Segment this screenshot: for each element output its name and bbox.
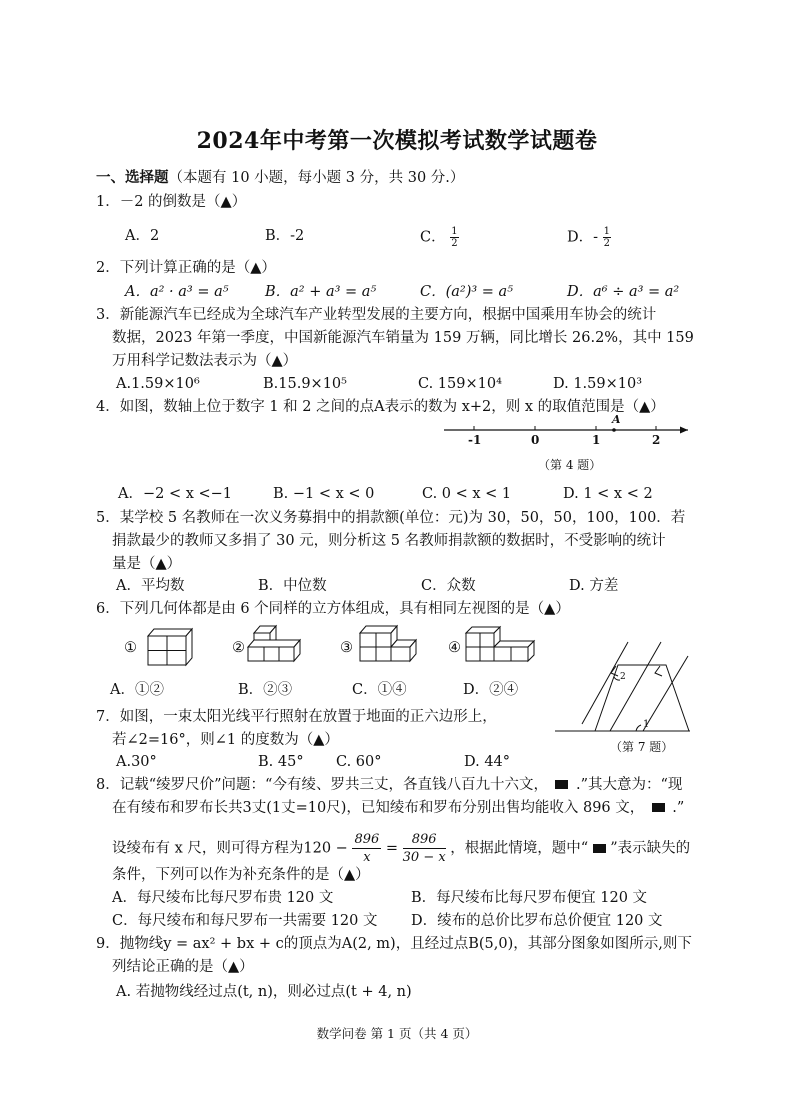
q8-option-c: C．每尺绫布和每尺罗布一共需要 120 文 xyxy=(112,913,378,929)
q8-option-d: D．绫布的总价比罗布总价便宜 120 文 xyxy=(411,913,663,929)
q8-line3-tail: ”表示缺失的 xyxy=(610,840,691,857)
sun-ray-3 xyxy=(643,656,688,731)
q4-stem: 4．如图，数轴上位于数字 1 和 2 之间的点A表示的数为 x+2，则 x 的取值范围是（▲） xyxy=(96,399,665,415)
q2-option-a: A．a² · a³ = a⁵ xyxy=(125,284,229,300)
q8-fraction-1: $\frac{896}{x}$ xyxy=(354,832,380,865)
q6-label-4: ④ xyxy=(448,640,461,656)
q5-option-d: D. 方差 xyxy=(569,578,619,594)
tick-label-2: 2 xyxy=(652,433,661,447)
q8-line3 xyxy=(112,831,690,866)
q2-option-b: B．a² + a³ = a⁵ xyxy=(265,284,377,300)
q6-label-2: ② xyxy=(232,640,245,656)
q4-caption: （第 4 题） xyxy=(538,458,602,472)
ray-marker-2 xyxy=(655,666,662,676)
q5-line3: 量是（▲） xyxy=(112,556,182,572)
q5-option-b: B．中位数 xyxy=(258,578,327,594)
point-a-label: A xyxy=(612,413,621,426)
page-title: 2024年中考第一次模拟考试数学试题卷 xyxy=(196,128,598,154)
q2-option-c: C．(a²)³ = a⁵ xyxy=(420,284,514,300)
q8-line1-text: 8．记载“绫罗尺价”问题：“今有绫、罗共三丈，各直钱八百九十六文， xyxy=(96,777,548,793)
section-label: 一、选择题 xyxy=(96,169,169,186)
q7-option-b: B. 45° xyxy=(258,754,304,770)
q8-line3-text: ，根据此情境，题中“ xyxy=(450,840,589,857)
q6-option-b: B．②③ xyxy=(238,682,293,698)
q7-option-c: C. 60° xyxy=(336,754,382,770)
q8-option-b: B．每尺绫布比每尺罗布便宜 120 文 xyxy=(411,890,648,906)
q7-option-a: A.30° xyxy=(116,754,157,770)
q1-c-prefix: C． xyxy=(420,229,446,246)
q2-stem: 2．下列计算正确的是（▲） xyxy=(96,260,276,276)
q6-option-c: C．①④ xyxy=(352,682,407,698)
q9-line1: 9．抛物线y = ax² + bx + c的顶点为A(2, m)，且经过点B(5,0)，其部分图象如图所示,则下 xyxy=(96,936,692,952)
q8-fraction-2: $\frac{896}{30 - x}$ xyxy=(402,832,446,865)
q7-option-d: D. 44° xyxy=(464,754,511,770)
q8-line2-tail: .” xyxy=(672,800,685,816)
q7-line2: 若∠2=16°，则∠1 的度数为（▲） xyxy=(112,732,339,748)
q1-d-fraction: $\frac{1}{2}$ xyxy=(603,226,611,249)
q3-option-b: B.15.9×10⁵ xyxy=(263,376,347,392)
tick-label-0: 0 xyxy=(531,433,540,447)
q2-option-d: D．a⁶ ÷ a³ = a² xyxy=(567,284,680,300)
q3-option-d: D. 1.59×10³ xyxy=(553,376,643,392)
angle-1-label: 1 xyxy=(643,719,650,730)
q4-option-a: A．−2 < x <−1 xyxy=(118,486,233,502)
q1-option-b: B．-2 xyxy=(265,228,305,244)
q8-blank-1 xyxy=(548,775,576,795)
q8-line4: 条件，下列可以作为补充条件的是（▲） xyxy=(112,867,370,883)
q8-line1 xyxy=(96,775,682,795)
q3-option-c: C. 159×10⁴ xyxy=(418,376,502,392)
q6-option-a: A．①② xyxy=(110,682,164,698)
q8-blank-3 xyxy=(588,838,610,860)
page-footer: 数学问卷 第 1 页（共 4 页） xyxy=(316,1026,478,1041)
q6-option-d: D．②④ xyxy=(463,682,519,698)
q3-line2: 数据，2023 年第一季度，中国新能源汽车销量为 159 万辆，同比增长 26.2%，其中 159 xyxy=(112,330,694,346)
q3-option-a: A.1.59×10⁶ xyxy=(116,376,200,392)
q3-line1: 3．新能源汽车已经成为全球汽车产业转型发展的主要方向，根据中国乘用车协会的统计 xyxy=(96,307,657,323)
q9-option-a: A. 若抛物线经过点(t, n)，则必过点(t + 4, n) xyxy=(116,984,412,1000)
q3-line3: 万用科学记数法表示为（▲） xyxy=(112,353,298,369)
q9-line2: 列结论正确的是（▲） xyxy=(112,959,254,975)
angle-2-label: 2 xyxy=(620,672,626,682)
tick-label-1: 1 xyxy=(592,433,601,447)
q8-line2 xyxy=(112,798,684,818)
q6-label-1: ① xyxy=(124,640,137,656)
q4-option-b: B. −1 < x < 0 xyxy=(273,486,375,502)
q6-stem: 6．下列几何体都是由 6 个同样的立方体组成，具有相同左视图的是（▲） xyxy=(96,601,570,617)
q5-option-a: A．平均数 xyxy=(116,578,185,594)
sun-ray-2 xyxy=(610,642,661,731)
q8-blank-2 xyxy=(644,798,672,818)
q6-label-3: ③ xyxy=(340,640,353,656)
q5-line2: 捐款最少的教师又多捐了 30 元，则分析这 5 名教师捐款额的数据时，不受影响的统计 xyxy=(112,533,666,549)
q1-c-fraction: $\frac{1}{2}$ xyxy=(451,226,458,249)
q8-line1-tail: .”其大意为：“现 xyxy=(575,777,683,793)
section-note: （本题有 10 小题，每小题 3 分，共 30 分.） xyxy=(168,170,465,186)
q8-equation-lhs: 设绫布有 x 尺，则可得方程为120 − xyxy=(112,840,348,857)
q4-option-c: C. 0 < x < 1 xyxy=(422,486,512,502)
tick-label-neg1: -1 xyxy=(468,433,482,447)
q4-option-d: D. 1 < x < 2 xyxy=(563,486,653,502)
q5-line1: 5．某学校 5 名教师在一次义务募捐中的捐款额(单位：元)为 30，50，50，100，100．若 xyxy=(96,510,686,526)
q8-line2-text: 在有绫布和罗布长共3丈(1丈=10尺)，已知绫布和罗布分别出售均能收入 896 文， xyxy=(112,800,645,816)
q7-caption: （第 7 题） xyxy=(610,740,674,754)
q5-option-c: C．众数 xyxy=(421,578,476,594)
q8-equals: = xyxy=(385,840,399,857)
q7-line1: 7．如图，一束太阳光线平行照射在放置于地面的正六边形上， xyxy=(96,709,497,725)
q1-stem: 1．－2 的倒数是（▲） xyxy=(96,194,247,210)
q1-option-a: A．2 xyxy=(125,228,160,244)
q8-option-a: A．每尺绫布比每尺罗布贵 120 文 xyxy=(112,890,334,906)
q1-d-prefix: D．- xyxy=(567,229,599,246)
angle-1-arc xyxy=(636,725,641,731)
